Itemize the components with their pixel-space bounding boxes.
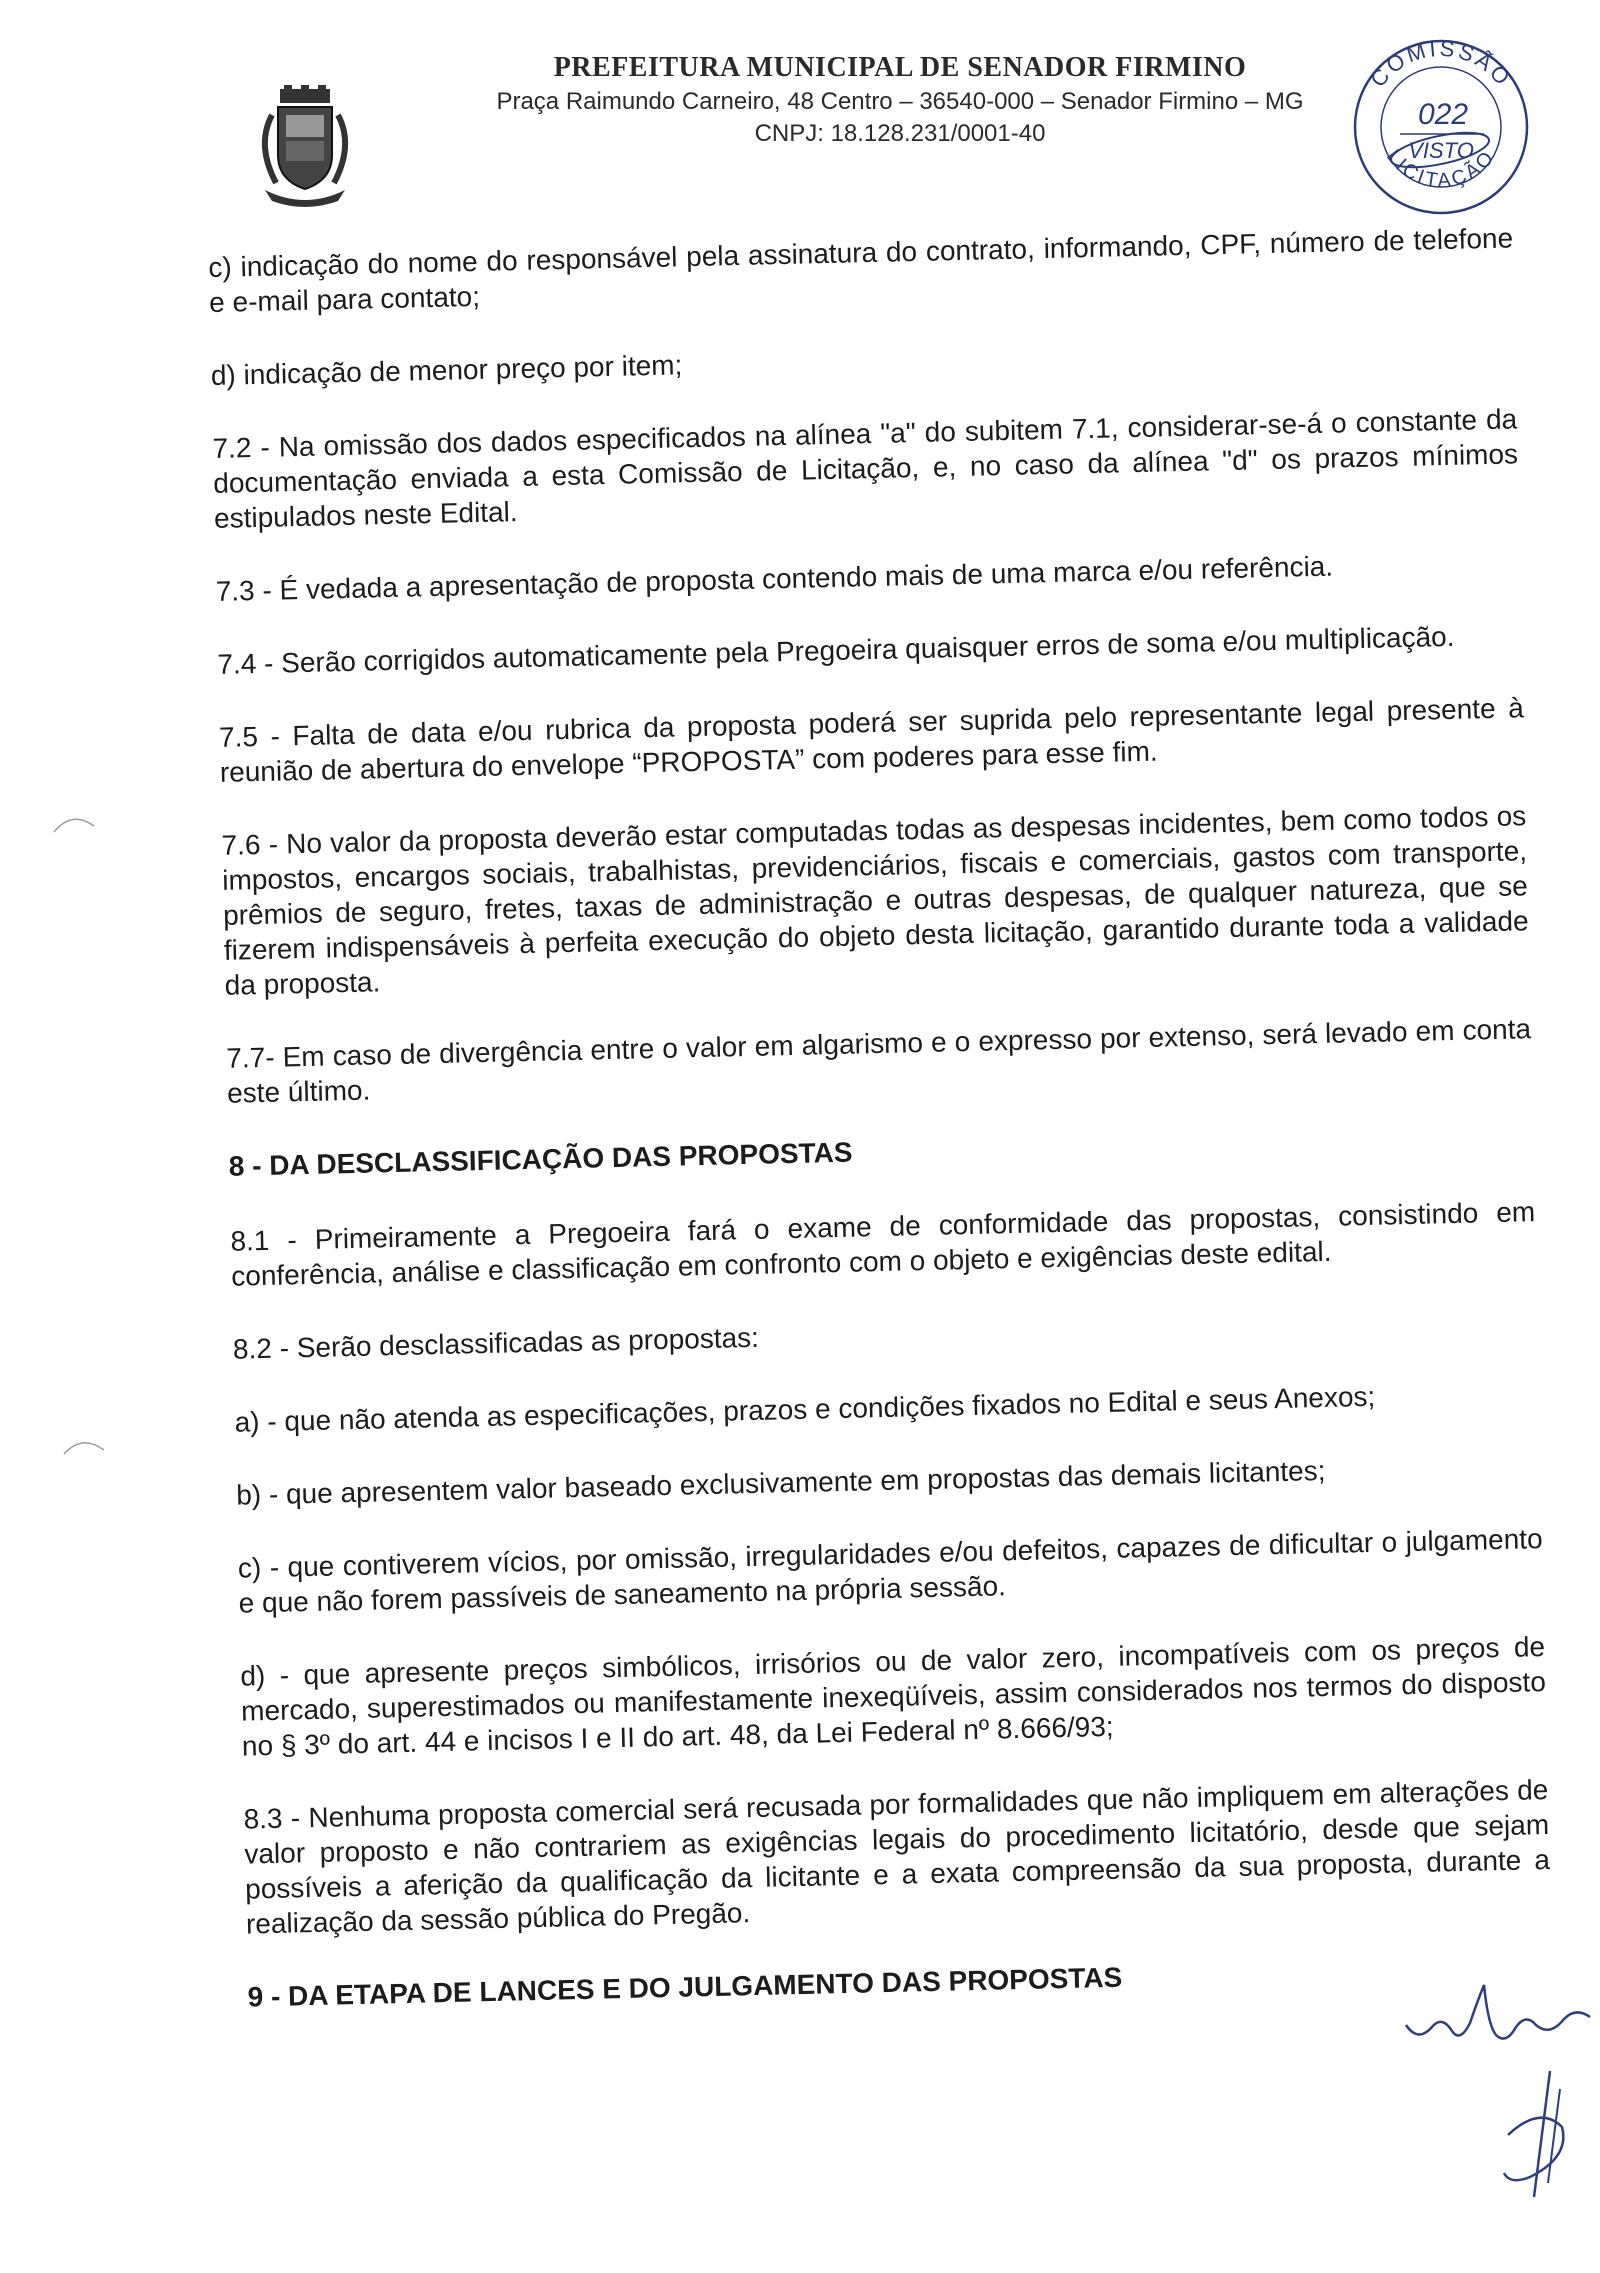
- letterhead: [420, 52, 1380, 148]
- svg-text:022: 022: [1417, 98, 1469, 131]
- svg-text:VISTO: VISTO: [1408, 138, 1474, 163]
- paragraph: d) - que apresente preços simbólicos, irrisórios ou de valor zero, incompatíveis com os preços de mercado, superestimados ou manifestamente inexeqüíveis, assim considerados nos termos do disposto no § 3º do art. 44 e incisos I e II do art. 48, da Lei Federal nº 8.666/93;: [240, 1631, 1547, 1762]
- paragraph: c) - que contiverem vícios, por omissão, irregularidades e/ou defeitos, capazes de dificultar o julgamento e que não forem passíveis de saneamento na própria sessão.: [237, 1523, 1543, 1619]
- svg-text:COMISSÃO: COMISSÃO: [1365, 35, 1517, 92]
- document-body: [208, 220, 1553, 2014]
- paragraph: 7.4 - Serão corrigidos automaticamente pela Pregoeira quaisquer erros de soma e/ou multiplicação.: [217, 620, 1455, 680]
- scan-margin-mark: [60, 1430, 110, 1460]
- paragraph: a) - que não atenda as especificações, prazos e condições fixados no Edital e seus Anexos;: [234, 1380, 1376, 1438]
- paragraph: 7.2 - Na omissão dos dados especificados na alínea "a" do subitem 7.1, considerar-se-á o constante da documentação enviada a esta Comissão de Licitação, e, no caso da alínea "d" os prazos mínimos estipulados neste Edital.: [212, 403, 1519, 534]
- paragraph: 7.5 - Falta de data e/ou rubrica da proposta poderá ser suprida pelo representante legal presente à reunião de abertura do envelope “PROPOSTA” com poderes para esse fim.: [218, 692, 1525, 788]
- cnpj-line: CNPJ: 18.128.231/0001-40: [754, 120, 1046, 147]
- paragraph: 7.6 - No valor da proposta deverão estar computadas todas as despesas incidentes, bem como todos os impostos, encargos sociais, trabalhistas, previdenciários, fiscais e comerciais, gastos com transporte, prêmios de seguro, fretes, taxas de administração e outras despesas, de qualquer natureza, que se fizerem indispensáveis à perfeita execução do objeto desta licitação, garantido durante toda a validade da proposta.: [221, 800, 1529, 1001]
- address-line: Praça Raimundo Carneiro, 48 Centro – 36540-000 – Senador Firmino – MG: [496, 88, 1304, 115]
- paragraph: d) indicação de menor preço por item;: [210, 349, 683, 391]
- section-heading: 9 - DA ETAPA DE LANCES E DO JULGAMENTO DAS PROPOSTAS: [247, 1961, 1123, 2013]
- paragraph: 7.7- Em caso de divergência entre o valor em algarismo e o expresso por extenso, será levado em conta este último.: [225, 1013, 1532, 1109]
- paragraph: 8.2 - Serão desclassificadas as propostas:: [232, 1321, 760, 1365]
- coat-of-arms-logo: [250, 85, 360, 210]
- svg-text:LICITAÇÃO: LICITAÇÃO: [1381, 145, 1501, 193]
- paragraph: b) - que apresentem valor baseado exclusivamente em propostas das demais licitantes;: [235, 1454, 1326, 1511]
- handwritten-signature: [1400, 1965, 1600, 2075]
- paragraph: 8.3 - Nenhuma proposta comercial será recusada por formalidades que não impliquem em alterações de valor proposto e não contrariem as exigências legais do procedimento licitatório, desde que sejam possíveis a aferição da qualificação da licitante e a exata compreensão da sua proposta, durante a realização da sessão pública do Pregão.: [243, 1773, 1551, 1940]
- section-heading: 8 - DA DESCLASSIFICAÇÃO DAS PROPOSTAS: [228, 1136, 853, 1182]
- paragraph: 7.3 - É vedada a apresentação de proposta contendo mais de uma marca e/ou referência.: [215, 550, 1334, 607]
- scan-margin-mark: [50, 808, 100, 838]
- paragraph: 8.1 - Primeiramente a Pregoeira fará o exame de conformidade das propostas, consistindo em conferência, análise e classificação em confronto com o objeto e exigências deste edital.: [230, 1196, 1536, 1292]
- commission-stamp: [1348, 34, 1534, 220]
- municipality-title: PREFEITURA MUNICIPAL DE SENADOR FIRMINO: [553, 52, 1247, 83]
- handwritten-rubric: [1490, 2065, 1590, 2205]
- paragraph: c) indicação do nome do responsável pela assinatura do contrato, informando, CPF, número de telefone e e-mail para contato;: [208, 222, 1514, 318]
